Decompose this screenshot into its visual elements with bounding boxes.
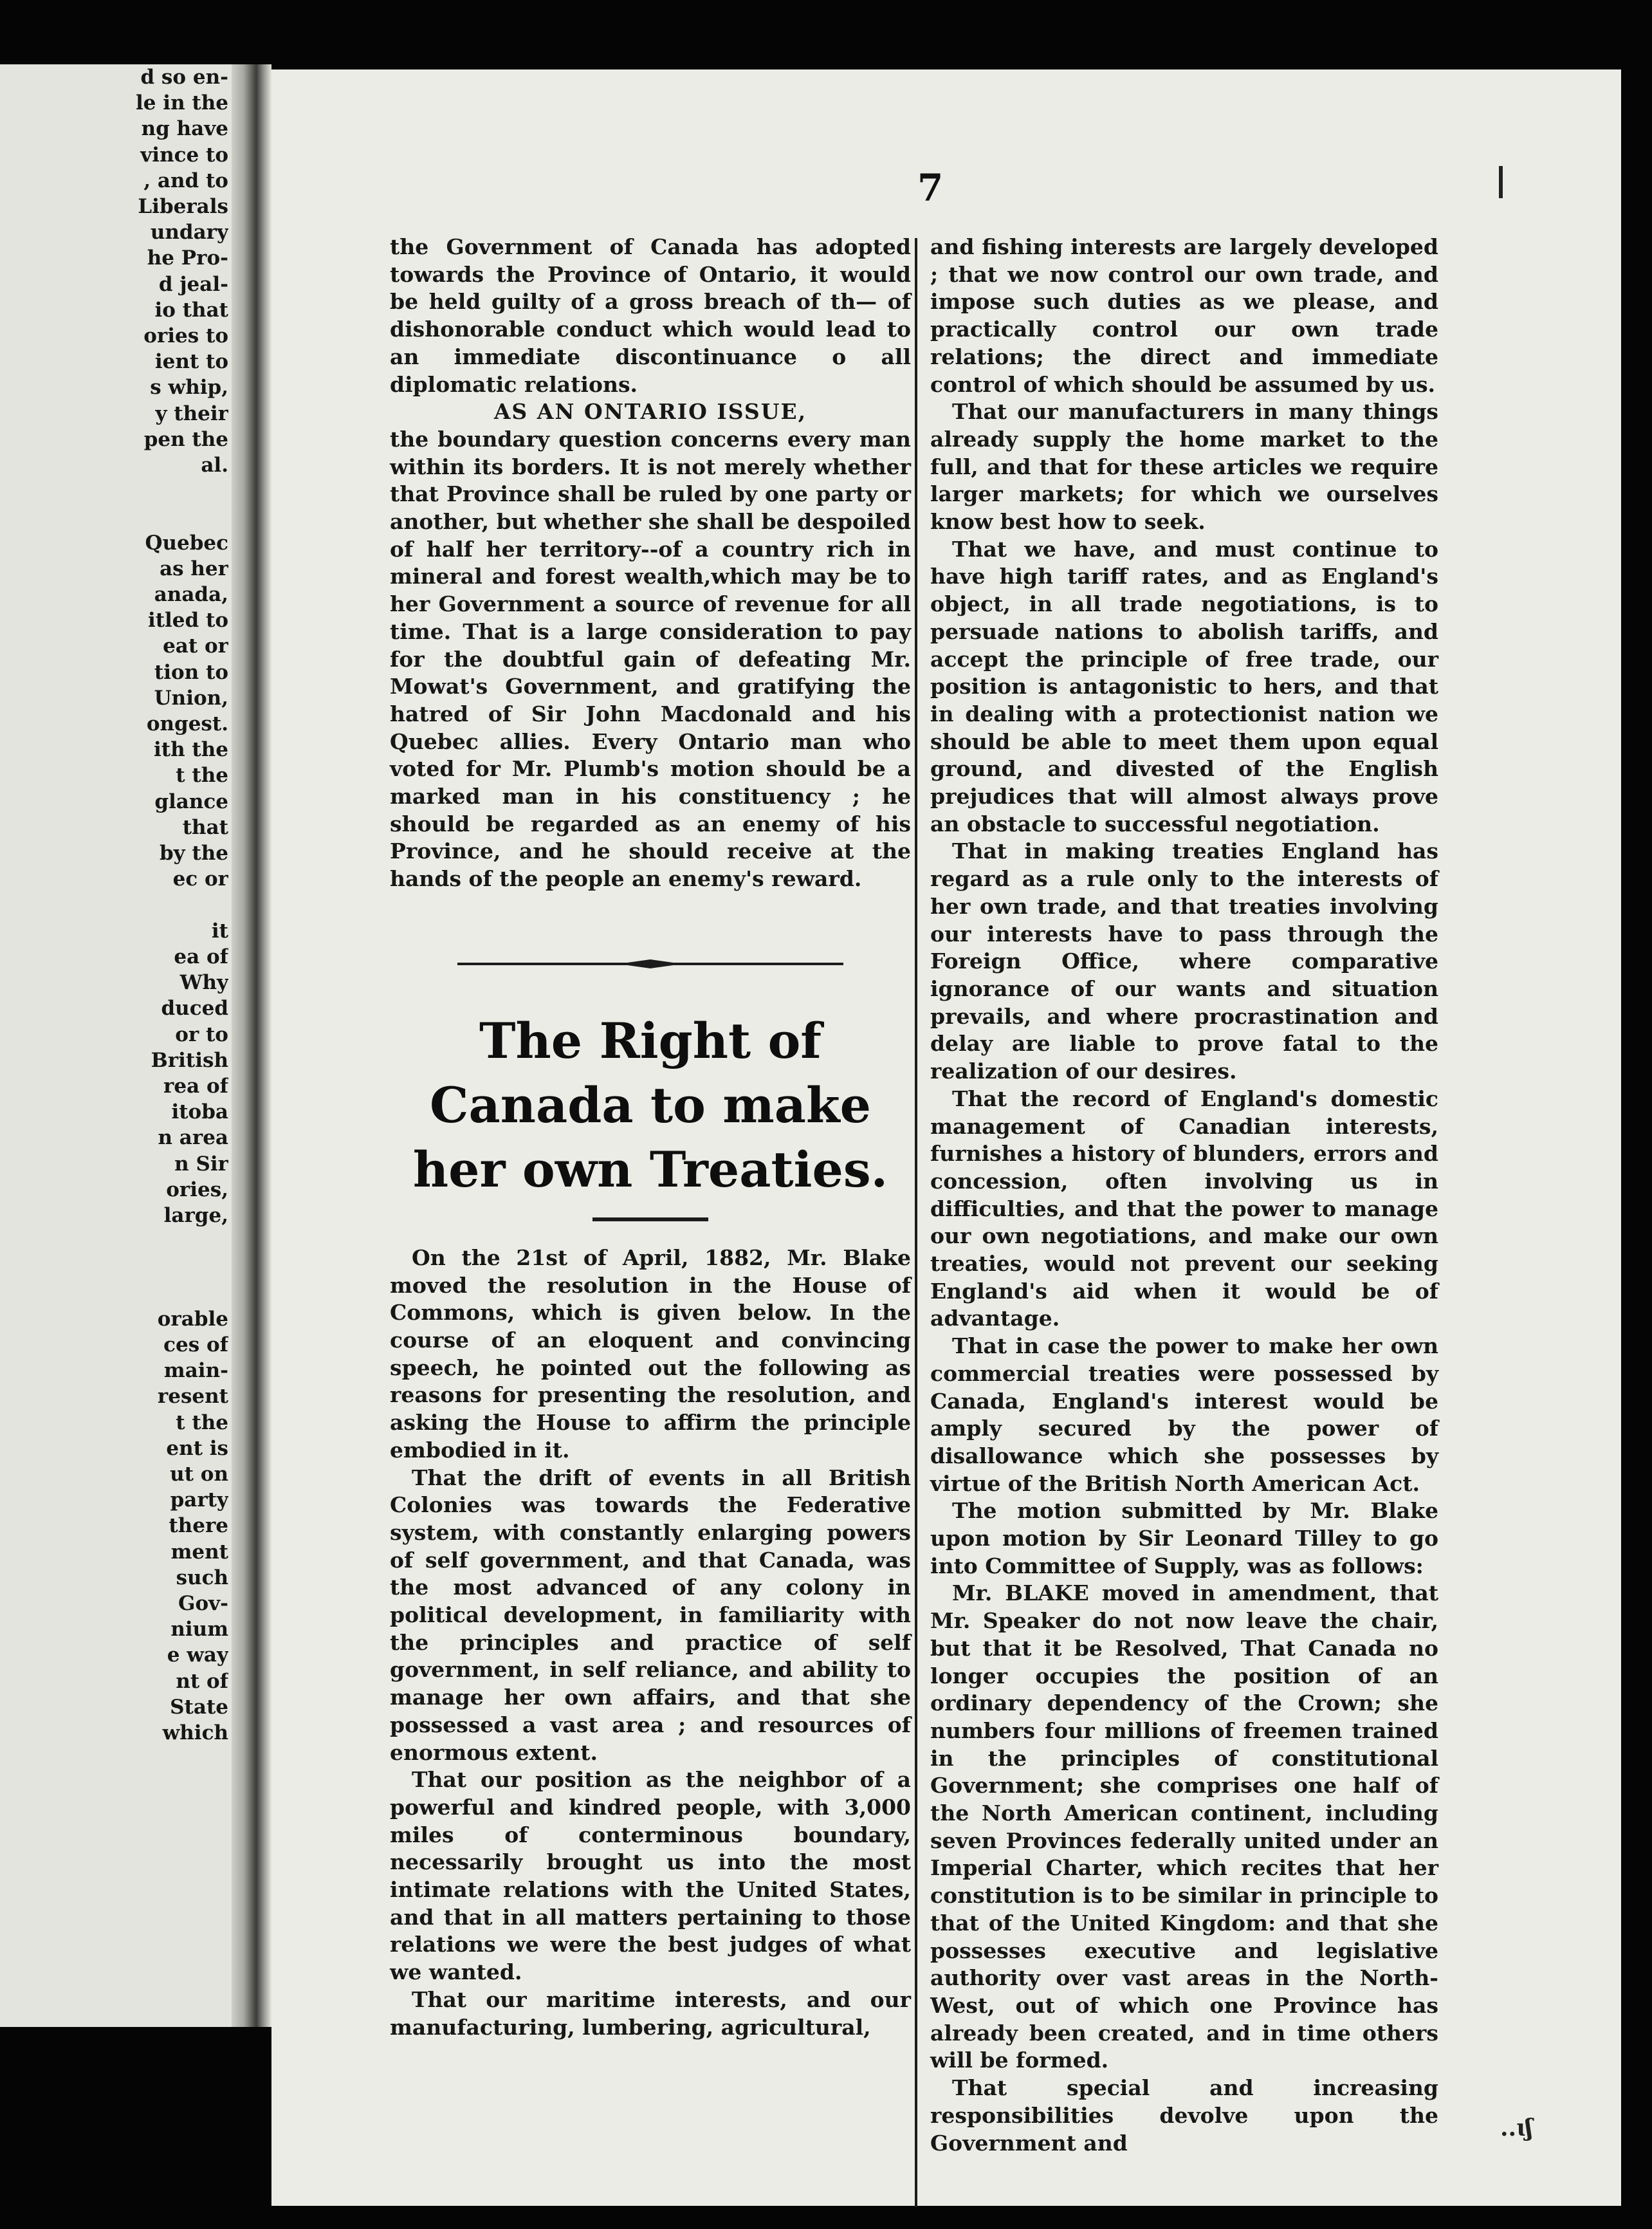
left-strip-line: by the — [159, 842, 228, 865]
left-strip-line: ut on — [170, 1462, 228, 1486]
left-strip-line: or to — [175, 1022, 228, 1046]
article-paragraph: On the 21st of April, 1882, Mr. Blake moved the resolution in the House of Commons, which is given below. In the course of an eloquent and convincing speech, he pointed out the following as reasons for presenting the resolution, and asking the House to affirm the principle embodied in it. — [390, 1244, 911, 1463]
left-strip-line: such — [176, 1566, 228, 1589]
column-left — [390, 234, 911, 2041]
left-strip-line: anada, — [154, 583, 228, 607]
left-strip-line: party — [170, 1488, 228, 1512]
left-strip-line: ongest. — [146, 712, 228, 736]
section-subheading: AS AN ONTARIO ISSUE, — [493, 399, 807, 425]
left-strip-line: , and to — [143, 169, 228, 192]
edge-mark — [1499, 166, 1503, 198]
left-strip-line: e way — [167, 1643, 228, 1667]
column-right — [930, 234, 1438, 2157]
ontario-paragraph: the boundary question concerns every man within its borders. It is not merely whether that Province shall be ruled by one party or another, but whether she shall be despoiled of half her territory--of a country rich in mineral and forest wealth,which may be to her Government a source of revenue for all time. That is a large consideration to pay for the doubtful gain of defeating Mr. Mowat's Government, and gratifying the hatred of Sir John Macdonald and his Quebec allies. Every Ontario man who voted for Mr. Plumb's motion should be a marked man in his constituency ; he should be regarded as an enemy of his Province, and he should receive at the hands of the people an enemy's reward. — [390, 426, 911, 892]
left-strip-line: nt of — [176, 1669, 228, 1693]
left-strip-line: Liberals — [138, 195, 228, 219]
left-strip-line: resent — [157, 1385, 228, 1409]
left-strip-line: large, — [163, 1203, 228, 1227]
left-strip-line: ories to — [143, 324, 228, 348]
left-strip-line: t the — [176, 1410, 228, 1434]
left-strip-line: Gov- — [178, 1591, 228, 1615]
article-paragraph: The motion submitted by Mr. Blake upon motion by Sir Leonard Tilley to go into Committee of Supply, was as follows: — [930, 1498, 1438, 1578]
left-strip-line: undary — [150, 221, 228, 245]
left-strip-line: ment — [170, 1540, 228, 1564]
right-page — [271, 69, 1621, 2206]
bottom-corner-mark: ..ɩʃ — [1500, 2114, 1533, 2141]
article-paragraph: That our manufacturers in many things already supply the home market to the full, and that for these articles we require larger markets; for which we ourselves know best how to seek. — [930, 399, 1438, 535]
column-rule — [915, 238, 917, 2207]
left-strip-line — [0, 1281, 228, 1306]
article-paragraph: That in case the power to make her own commercial treaties were possessed by Canada, England's interest would be amply secured by the power of disallowance which she possesses by virtue of the British North American Act. — [930, 1333, 1438, 1496]
left-strip-line: ient to — [154, 350, 228, 374]
article-paragraph: That the drift of events in all British Colonies was towards the Federative system, with constantly enlarging powers of self government, and that Canada, was the most advanced of any colony in political development, in familiarity with the principles and practice of self government, in self reliance, and ability to manage her own affairs, and that she possessed a vast area ; and resources of enormous extent. — [390, 1465, 911, 1765]
left-strip-line: he Pro- — [147, 246, 228, 270]
left-strip-line: n Sir — [174, 1152, 228, 1176]
left-strip-line: rea of — [163, 1074, 228, 1098]
left-strip-line: tion to — [154, 660, 228, 684]
left-strip-line: n area — [158, 1126, 228, 1150]
left-strip-line: al. — [201, 454, 228, 477]
left-strip-line — [0, 1228, 228, 1254]
left-strip-line: Union, — [154, 686, 228, 710]
left-strip-line: eat or — [163, 634, 228, 658]
article-title: The Right of Canada to make her own Treaties. — [412, 1012, 888, 1198]
left-strip-line — [0, 478, 228, 504]
article-paragraph: That special and increasing responsibilities devolve upon the Government and — [930, 2075, 1438, 2156]
left-strip-line: s whip, — [150, 376, 228, 400]
left-strip-line: ec or — [172, 867, 228, 891]
article-paragraph: That we have, and must continue to have high tariff rates, and as England's object, in all trade negotiations, is to persuade nations to abolish tariffs, and accept the principle of free trade, our position is antagonistic to hers, and that in dealing with a protectionist nation we should be able to meet them upon equal ground, and divested of the English prejudices that will almost always prove an obstacle to successful negotiation. — [930, 536, 1438, 837]
book-gutter — [232, 64, 271, 2027]
left-strip-line: le in the — [136, 91, 228, 115]
article-paragraph: Mr. BLAKE moved in amendment, that Mr. Speaker do not now leave the chair, but that it be Resolved, That Canada no longer occupies the position of an ordinary dependency of the Crown; she numbers four millions of freemen trained in the principles of constitutional Government; she comprises one half of the North American continent, including seven Provinces federally united under an Imperial Charter, which recites that her constitution is to be similar in principle to that of the United Kingdom: and that she possesses executive and legislative authority over vast areas in the North-West, out of which one Province has already been created, and in time others will be formed. — [930, 1580, 1438, 2073]
left-strip-line: ea of — [174, 945, 228, 968]
left-strip-line: nium — [170, 1618, 228, 1642]
page-number: 7 — [917, 166, 944, 210]
left-strip-line: d so en- — [140, 66, 228, 89]
left-strip-line: io that — [154, 298, 228, 322]
left-strip-line: British — [151, 1048, 228, 1072]
left-strip-line: t the — [176, 764, 228, 788]
article-paragraph: and fishing interests are largely developed ; that we now control our own trade, and impose such duties as we please, and practically control our own trade relations; the direct and immediate control of which should be assumed by us. — [930, 234, 1438, 397]
left-strip-line: which — [162, 1721, 228, 1744]
left-strip-line: main- — [163, 1359, 228, 1383]
left-strip-line: it — [211, 919, 228, 943]
left-strip-line — [0, 504, 228, 530]
left-strip-line: ng have — [141, 117, 228, 141]
left-strip-line: pen the — [143, 427, 228, 451]
left-strip-line: itoba — [171, 1100, 228, 1124]
left-strip-line — [0, 893, 228, 918]
left-strip-line: as her — [160, 557, 228, 580]
left-strip-line: glance — [154, 790, 228, 813]
left-strip-line: ent is — [166, 1436, 228, 1460]
left-strip-line: Quebec — [145, 531, 228, 555]
left-strip-line: y their — [155, 402, 228, 425]
title-rule — [592, 1217, 708, 1221]
left-strip-line: there — [169, 1514, 228, 1538]
left-page-text-strip — [0, 64, 228, 1746]
article-paragraph: That our maritime interests, and our manufacturing, lumbering, agricultural, — [390, 1986, 911, 2040]
article-paragraph: That the record of England's domestic management of Canadian interests, furnishes a history of blunders, errors and concession, often involving us in difficulties, and that the power to manage our own negotiations, and make our own treaties, would not prevent our seeking England's aid when it would be of advantage. — [930, 1086, 1438, 1331]
left-strip-line: itled to — [147, 609, 228, 633]
left-strip-line: State — [170, 1695, 228, 1719]
left-strip-line — [0, 1254, 228, 1280]
left-strip-line: duced — [161, 997, 228, 1021]
left-page-fragment — [0, 64, 232, 2027]
lead-paragraph: the Government of Canada has adopted towards the Province of Ontario, it would be held guilty of a gross breach of th— of dishonorable conduct which would lead to an immediate discontinuance o all diplomatic relations. — [390, 234, 911, 397]
left-strip-line: vince to — [140, 143, 228, 167]
article-paragraph: That in making treaties England has regard as a rule only to the interests of her own trade, and that treaties involving our interests have to pass through the Foreign Office, where comparative ignorance of our wants and situation prevails, and where procrastination and delay are liable to prove fatal to the realization of our desires. — [930, 838, 1438, 1084]
article-paragraph: That our position as the neighbor of a powerful and kindred people, with 3,000 miles of conterminous boundary, necessarily brought us into the most intimate relations with the United States, and that in all matters pertaining to those relations we were the best judges of what we wanted. — [390, 1767, 911, 1985]
left-strip-line: that — [182, 815, 228, 839]
left-strip-line: d jeal- — [158, 272, 228, 296]
left-strip-line: ces of — [163, 1333, 228, 1356]
left-strip-line: orable — [157, 1307, 228, 1331]
left-strip-line: ories, — [166, 1178, 228, 1201]
left-strip-line: ith the — [153, 738, 228, 762]
ornamental-divider — [457, 957, 843, 970]
left-strip-line: Why — [179, 971, 228, 995]
